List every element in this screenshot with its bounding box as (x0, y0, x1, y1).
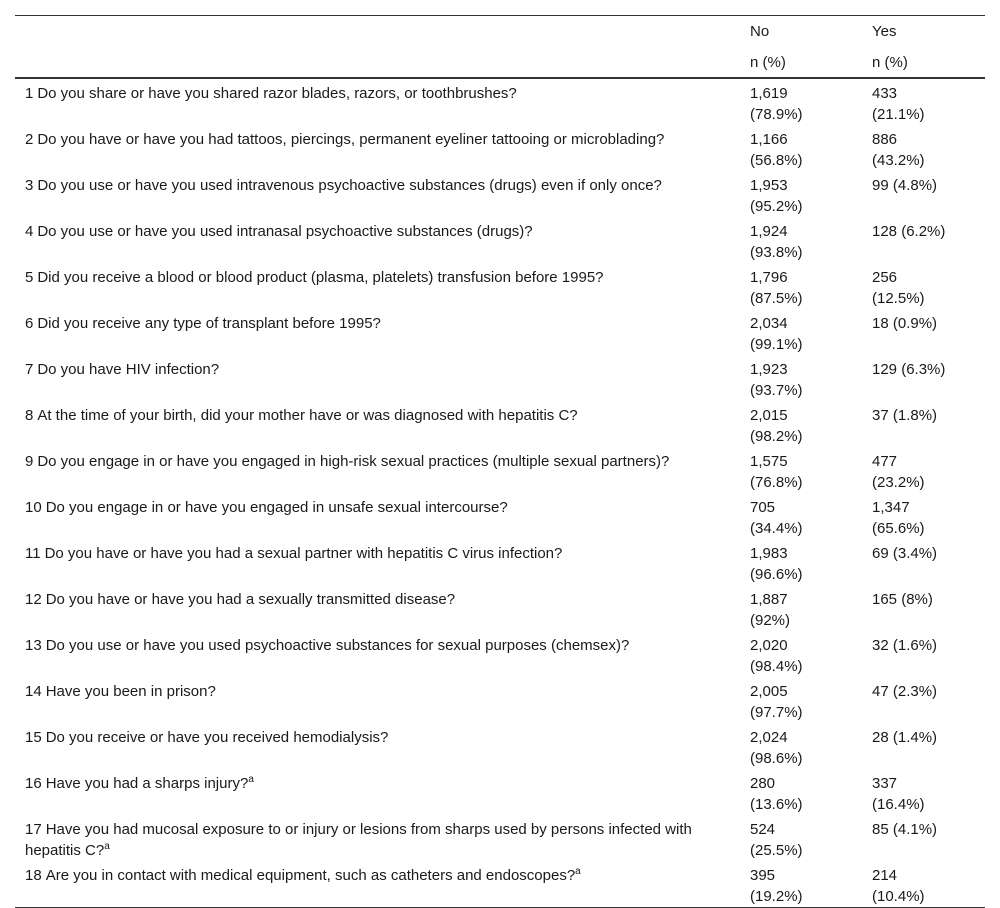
table-header (15, 16, 985, 79)
table-row (15, 723, 985, 769)
no-cell-percent: (96.6%) (750, 566, 803, 583)
no-cell-percent: (92%) (750, 612, 791, 629)
yes-cell (862, 769, 985, 815)
no-cell-percent: (56.8%) (750, 152, 803, 169)
no-cell-count: 1,619 (750, 85, 788, 102)
no-cell (740, 723, 862, 769)
yes-cell (862, 125, 985, 171)
header-no-unit: n (%) (740, 47, 862, 78)
no-cell-percent: (99.1%) (750, 336, 803, 353)
yes-cell (862, 493, 985, 539)
question-number: 17 (25, 821, 42, 838)
no-cell (740, 631, 862, 677)
no-cell-percent: (95.2%) (750, 198, 803, 215)
question-cell (15, 217, 740, 263)
question-number: 1 (25, 85, 34, 102)
yes-cell-percent: (23.2%) (872, 474, 925, 491)
question-text: At the time of your birth, did your mother have or was diagnosed with hepatitis C? (37, 407, 578, 424)
no-cell-count: 2,005 (750, 683, 788, 700)
question-text: Do you receive or have you received hemodialysis? (45, 729, 389, 746)
survey-table-container (15, 15, 985, 908)
yes-cell-count: 128 (6.2%) (872, 223, 946, 240)
yes-cell (862, 78, 985, 125)
header-row-labels (15, 16, 985, 48)
no-cell (740, 355, 862, 401)
question-cell (15, 309, 740, 355)
table-row (15, 401, 985, 447)
yes-cell-count: 28 (1.4%) (872, 729, 938, 746)
table-row (15, 355, 985, 401)
yes-cell-count: 18 (0.9%) (872, 315, 938, 332)
question-text: Do you use or have you used psychoactive substances for sexual purposes (chemsex)? (45, 637, 630, 654)
table-row (15, 263, 985, 309)
no-cell-count: 524 (750, 821, 776, 838)
question-number: 14 (25, 683, 42, 700)
question-number: 10 (25, 499, 42, 516)
question-cell (15, 78, 740, 125)
table-row (15, 769, 985, 815)
table-row (15, 539, 985, 585)
question-text: Do you engage in or have you engaged in unsafe sexual intercourse? (45, 499, 508, 516)
question-number: 12 (25, 591, 42, 608)
question-number: 5 (25, 269, 34, 286)
header-yes: Yes (862, 16, 985, 48)
no-cell-percent: (93.7%) (750, 382, 803, 399)
no-cell-count: 1,796 (750, 269, 788, 286)
question-text: Do you use or have you used intravenous psychoactive substances (drugs) even if only once? (37, 177, 662, 194)
question-number: 11 (25, 545, 41, 562)
no-cell (740, 447, 862, 493)
table-row (15, 78, 985, 125)
yes-cell (862, 861, 985, 908)
question-cell (15, 539, 740, 585)
yes-cell (862, 539, 985, 585)
yes-cell (862, 355, 985, 401)
no-cell (740, 677, 862, 723)
table-row (15, 631, 985, 677)
no-cell-count: 2,020 (750, 637, 788, 654)
question-text: Have you had a sharps injury? (45, 775, 249, 792)
question-number: 3 (25, 177, 34, 194)
table-row (15, 171, 985, 217)
no-cell-percent: (87.5%) (750, 290, 803, 307)
no-cell-count: 1,953 (750, 177, 788, 194)
no-cell (740, 78, 862, 125)
no-cell-count: 1,983 (750, 545, 788, 562)
question-text: Did you receive any type of transplant before 1995? (37, 315, 381, 332)
question-number: 4 (25, 223, 34, 240)
no-cell-percent: (76.8%) (750, 474, 803, 491)
yes-cell-count: 37 (1.8%) (872, 407, 938, 424)
no-cell-count: 1,924 (750, 223, 788, 240)
question-cell (15, 355, 740, 401)
no-cell (740, 263, 862, 309)
table-row (15, 815, 985, 861)
yes-cell (862, 631, 985, 677)
no-cell-percent: (98.2%) (750, 428, 803, 445)
header-unit-blank (15, 47, 740, 78)
table-row (15, 447, 985, 493)
table-row (15, 493, 985, 539)
no-cell (740, 309, 862, 355)
no-cell-percent: (78.9%) (750, 106, 803, 123)
yes-cell (862, 401, 985, 447)
no-cell-percent: (13.6%) (750, 796, 803, 813)
question-text: Are you in contact with medical equipment, such as catheters and endoscopes? (45, 867, 576, 884)
header-question-blank (15, 16, 740, 48)
table-row (15, 861, 985, 908)
yes-cell-percent: (43.2%) (872, 152, 925, 169)
no-cell-count: 280 (750, 775, 776, 792)
question-text: Do you share or have you shared razor blades, razors, or toothbrushes? (37, 85, 517, 102)
no-cell-percent: (19.2%) (750, 888, 803, 905)
table-row (15, 125, 985, 171)
question-text: Have you had mucosal exposure to or injury or lesions from sharps used by persons infected with hepatitis C? (25, 821, 692, 859)
header-yes-unit: n (%) (862, 47, 985, 78)
question-number: 2 (25, 131, 34, 148)
no-cell-count: 2,015 (750, 407, 788, 424)
table-row (15, 585, 985, 631)
yes-cell-count: 477 (872, 453, 898, 470)
no-cell-count: 1,923 (750, 361, 788, 378)
yes-cell-count: 214 (872, 867, 898, 884)
table-row (15, 217, 985, 263)
question-number: 18 (25, 867, 42, 884)
question-cell (15, 677, 740, 723)
question-cell (15, 401, 740, 447)
no-cell (740, 125, 862, 171)
question-number: 15 (25, 729, 42, 746)
header-row-units (15, 47, 985, 78)
yes-cell (862, 217, 985, 263)
yes-cell-count: 129 (6.3%) (872, 361, 946, 378)
yes-cell-percent: (10.4%) (872, 888, 925, 905)
yes-cell-count: 32 (1.6%) (872, 637, 938, 654)
question-text: Do you have HIV infection? (37, 361, 220, 378)
question-number: 6 (25, 315, 34, 332)
question-cell (15, 723, 740, 769)
yes-cell-count: 337 (872, 775, 898, 792)
question-cell (15, 769, 740, 815)
no-cell-count: 2,024 (750, 729, 788, 746)
yes-cell (862, 585, 985, 631)
header-no: No (740, 16, 862, 48)
no-cell (740, 769, 862, 815)
no-cell (740, 401, 862, 447)
yes-cell-count: 256 (872, 269, 898, 286)
yes-cell (862, 263, 985, 309)
no-cell-percent: (25.5%) (750, 842, 803, 859)
no-cell-count: 1,575 (750, 453, 788, 470)
no-cell (740, 539, 862, 585)
question-text: Have you been in prison? (45, 683, 216, 700)
question-cell (15, 815, 740, 861)
yes-cell-count: 69 (3.4%) (872, 545, 938, 562)
question-number: 7 (25, 361, 34, 378)
question-text: Did you receive a blood or blood product (plasma, platelets) transfusion before 1995? (37, 269, 604, 286)
yes-cell (862, 677, 985, 723)
risk-factor-table (15, 15, 985, 908)
no-cell-percent: (34.4%) (750, 520, 803, 537)
question-text: Do you have or have you had a sexually transmitted disease? (45, 591, 456, 608)
question-text: Do you use or have you used intranasal psychoactive substances (drugs)? (37, 223, 533, 240)
question-cell (15, 171, 740, 217)
yes-cell (862, 447, 985, 493)
question-number: 16 (25, 775, 42, 792)
no-cell-count: 705 (750, 499, 776, 516)
yes-cell-percent: (21.1%) (872, 106, 925, 123)
yes-cell-count: 1,347 (872, 499, 910, 516)
no-cell-count: 395 (750, 867, 776, 884)
no-cell-percent: (97.7%) (750, 704, 803, 721)
no-cell-count: 2,034 (750, 315, 788, 332)
table-body (15, 78, 985, 908)
yes-cell-count: 886 (872, 131, 898, 148)
no-cell (740, 171, 862, 217)
no-cell-percent: (98.6%) (750, 750, 803, 767)
no-cell (740, 585, 862, 631)
yes-cell (862, 723, 985, 769)
yes-cell-percent: (16.4%) (872, 796, 925, 813)
no-cell-count: 1,166 (750, 131, 788, 148)
question-number: 13 (25, 637, 42, 654)
no-cell (740, 217, 862, 263)
question-cell (15, 585, 740, 631)
table-row (15, 309, 985, 355)
footnote-marker: a (248, 774, 254, 785)
no-cell (740, 861, 862, 908)
question-cell (15, 861, 740, 908)
yes-cell-percent: (12.5%) (872, 290, 925, 307)
question-cell (15, 263, 740, 309)
yes-cell-count: 85 (4.1%) (872, 821, 938, 838)
yes-cell (862, 309, 985, 355)
question-text: Do you engage in or have you engaged in high-risk sexual practices (multiple sexual partners)? (37, 453, 670, 470)
question-text: Do you have or have you had a sexual partner with hepatitis C virus infection? (44, 545, 563, 562)
question-cell (15, 125, 740, 171)
no-cell-percent: (93.8%) (750, 244, 803, 261)
no-cell-count: 1,887 (750, 591, 788, 608)
question-number: 8 (25, 407, 34, 424)
yes-cell-count: 165 (8%) (872, 591, 933, 608)
question-cell (15, 631, 740, 677)
question-number: 9 (25, 453, 34, 470)
table-row (15, 677, 985, 723)
yes-cell (862, 815, 985, 861)
no-cell-percent: (98.4%) (750, 658, 803, 675)
footnote-marker: a (575, 866, 581, 877)
question-cell (15, 493, 740, 539)
question-cell (15, 447, 740, 493)
yes-cell-count: 47 (2.3%) (872, 683, 938, 700)
yes-cell-percent: (65.6%) (872, 520, 925, 537)
footnote-marker: a (104, 841, 110, 852)
no-cell (740, 493, 862, 539)
yes-cell-count: 433 (872, 85, 898, 102)
yes-cell (862, 171, 985, 217)
question-text: Do you have or have you had tattoos, piercings, permanent eyeliner tattooing or microblading? (37, 131, 665, 148)
no-cell (740, 815, 862, 861)
yes-cell-count: 99 (4.8%) (872, 177, 938, 194)
